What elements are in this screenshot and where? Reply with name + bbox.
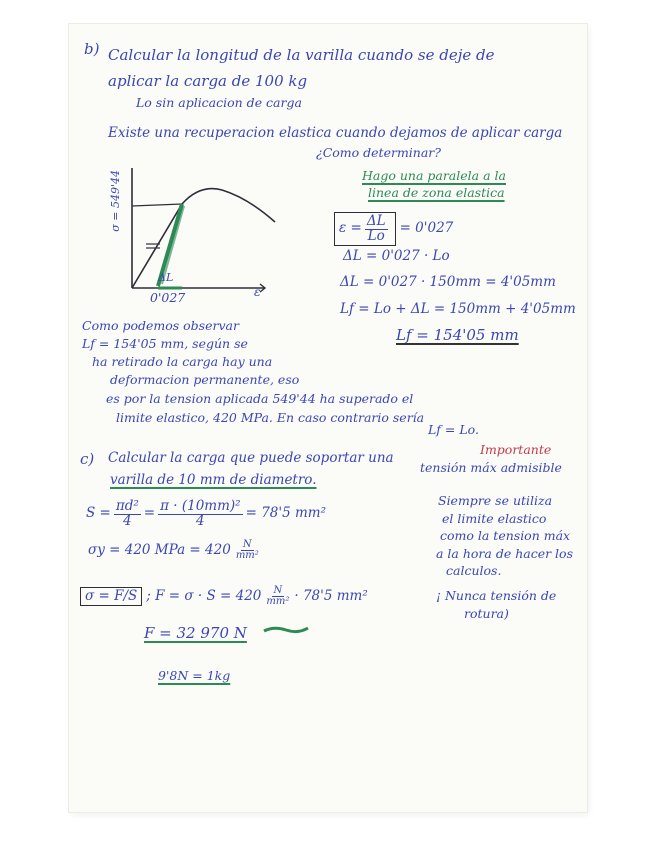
force-formula: ; F = σ · S = 420 bbox=[146, 587, 262, 604]
area-numerator-1: πd² bbox=[115, 498, 139, 514]
final-length-formula: Lf = Lo + ΔL = 150mm + 4'05mm bbox=[340, 301, 576, 317]
green-note-line-2: linea de zona elastica bbox=[368, 185, 505, 200]
area-numerator-2: π · (10mm)² bbox=[160, 498, 241, 514]
unit-conversion: 9'8N = 1kg bbox=[158, 668, 231, 683]
section-b-note: Lo sin aplicacion de carga bbox=[136, 95, 302, 110]
force-result: F = 32 970 N bbox=[144, 624, 247, 642]
area-denominator-1: 4 bbox=[123, 512, 132, 529]
yield-stress-denominator: mm² bbox=[235, 550, 259, 561]
delta-l-formula: ΔL = 0'027 · Lo bbox=[343, 248, 450, 264]
delta-l-value: ΔL = 0'027 · 150mm = 4'05mm bbox=[340, 274, 556, 290]
side-note-4: a la hora de hacer los bbox=[436, 546, 573, 561]
section-c-title-line-2: varilla de 10 mm de diametro. bbox=[110, 472, 317, 488]
area-rhs: = 78'5 mm² bbox=[245, 505, 326, 522]
section-b-title: Calcular la longitud de la varilla cuando se deje de aplicar la carga de 100 kg bbox=[108, 46, 495, 90]
graph-y-label: σ = 549'44 bbox=[109, 170, 122, 232]
graph-stress-level-line bbox=[132, 204, 182, 206]
force-tail: · 78'5 mm² bbox=[294, 587, 368, 604]
tension-max-note: tensión máx admisible bbox=[420, 460, 562, 475]
side-note-3: como la tension máx bbox=[440, 528, 571, 543]
epsilon-lhs: ε = bbox=[339, 220, 362, 237]
graph-delta-label: ΔL bbox=[158, 271, 174, 284]
area-equals: = bbox=[143, 505, 156, 522]
importante-note: Importante bbox=[480, 442, 552, 457]
force-equation bbox=[80, 586, 368, 607]
area-lhs: S = bbox=[86, 505, 111, 522]
force-fraction bbox=[264, 586, 291, 607]
conclusion-line-6: limite elastico, 420 MPa. En caso contrario sería bbox=[116, 410, 425, 425]
area-fraction-2 bbox=[158, 500, 242, 528]
conclusion-line-4: deformacion permanente, eso bbox=[110, 372, 300, 387]
side-note-5: calculos. bbox=[446, 563, 502, 578]
graph-curve bbox=[132, 189, 275, 288]
conclusion-line-7: Lf = Lo. bbox=[428, 422, 479, 437]
section-b-subquestion: ¿Como determinar? bbox=[316, 145, 441, 160]
graph-x-tick: 0'027 bbox=[150, 290, 186, 305]
epsilon-fraction bbox=[365, 215, 388, 243]
section-b-label: b) bbox=[84, 40, 100, 58]
graph-x-label: ε bbox=[254, 284, 261, 299]
stress-formula-box: σ = F/S bbox=[80, 587, 142, 607]
area-equation bbox=[86, 500, 326, 528]
epsilon-box bbox=[334, 212, 396, 246]
conclusion-line-3: ha retirado la carga hay una bbox=[92, 354, 273, 369]
side-note-1: Siempre se utiliza bbox=[438, 493, 553, 508]
green-note-line-1: Hago una paralela a la bbox=[362, 168, 506, 183]
section-c-title-line-1: Calcular la carga que puede soportar una bbox=[108, 450, 394, 466]
yield-stress-equation bbox=[88, 540, 264, 561]
side-note-2: el limite elastico bbox=[442, 511, 547, 526]
side-note-6: ¡ Nunca tensión de bbox=[436, 588, 557, 603]
epsilon-denominator: Lo bbox=[367, 227, 385, 244]
epsilon-rhs: = 0'027 bbox=[399, 220, 454, 237]
area-denominator-2: 4 bbox=[196, 512, 205, 529]
side-note-7: rotura) bbox=[464, 606, 509, 621]
yield-stress-numerator: N bbox=[242, 539, 252, 550]
force-denominator: mm² bbox=[266, 596, 290, 607]
force-numerator: N bbox=[273, 585, 283, 596]
yield-stress-fraction bbox=[234, 540, 261, 561]
green-scribble bbox=[262, 624, 312, 636]
stress-strain-graph bbox=[100, 160, 300, 310]
area-fraction-1 bbox=[114, 500, 141, 528]
yield-stress-lhs: σy = 420 MPa = 420 bbox=[88, 541, 231, 558]
conclusion-line-1: Como podemos observar bbox=[82, 318, 239, 333]
epsilon-equation bbox=[334, 212, 453, 246]
conclusion-line-5: es por la tension aplicada 549'44 ha superado el bbox=[106, 391, 414, 406]
epsilon-numerator: ΔL bbox=[366, 213, 386, 229]
conclusion-line-2: Lf = 154'05 mm, según se bbox=[82, 336, 248, 351]
section-c-label: c) bbox=[80, 450, 95, 468]
section-b-question: Existe una recuperacion elastica cuando dejamos de aplicar carga bbox=[108, 125, 563, 141]
final-length-result: Lf = 154'05 mm bbox=[396, 326, 519, 344]
